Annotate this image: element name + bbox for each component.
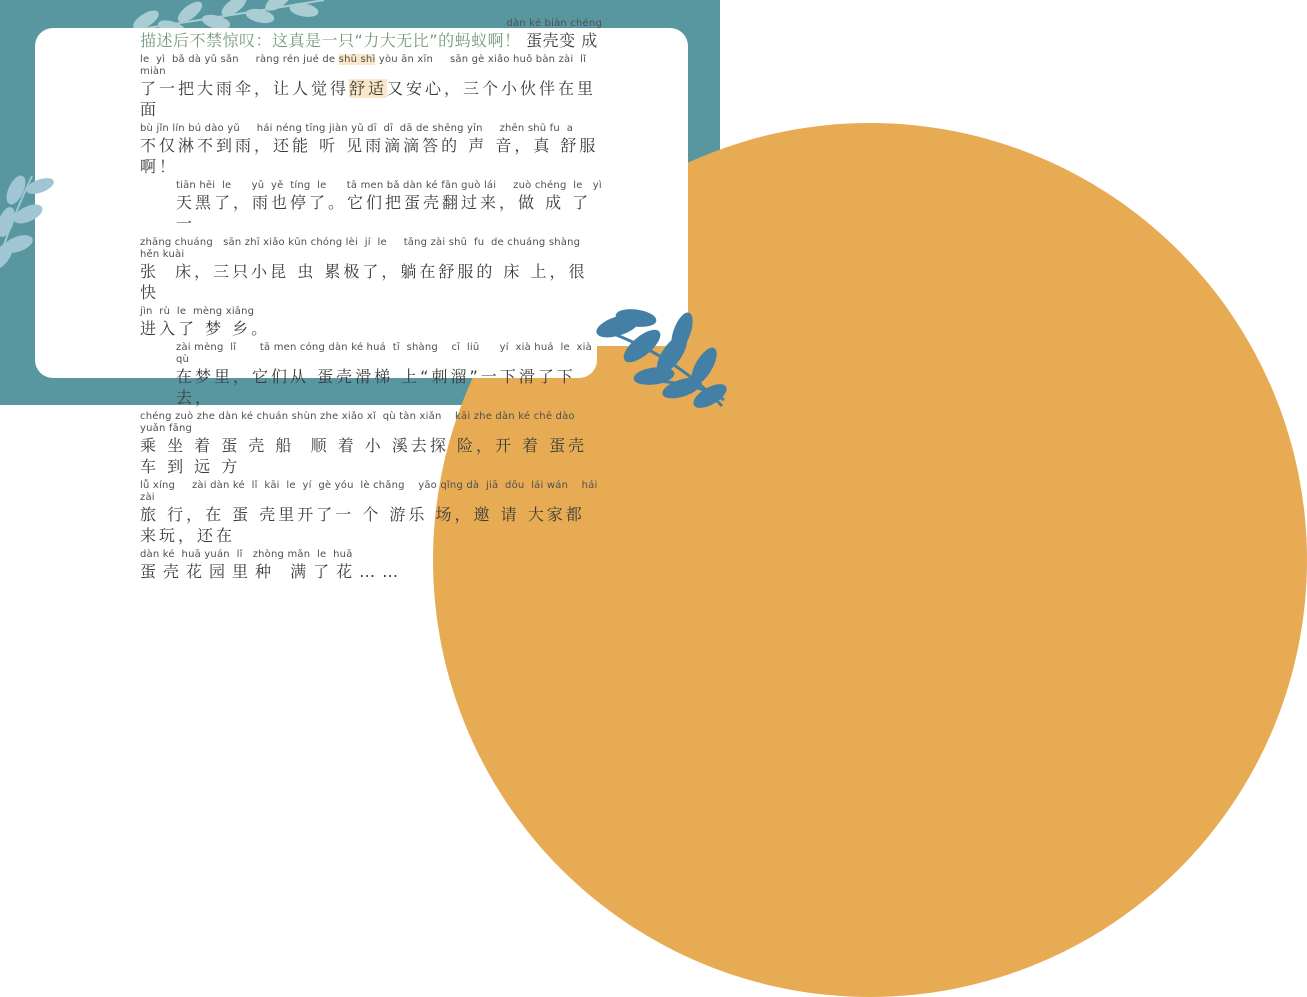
text-line-2 <box>140 54 602 120</box>
cn-segment: 了一把大雨伞，让人觉得 <box>140 79 350 98</box>
pinyin-segment: dàn ké huā yuán lǐ zhòng mǎn le huā <box>140 549 353 560</box>
cn-segment: 不仅淋不到雨，还能 听 见雨滴滴答的 声 音，真 舒服啊！ <box>140 136 599 176</box>
pinyin-row <box>140 342 602 366</box>
pinyin-segment: zhāng chuáng sān zhī xiǎo kūn chóng lèi jí le tǎng zài shū fu de chuáng shàng hěn kuài <box>140 237 594 260</box>
text-line-6 <box>140 306 602 339</box>
pinyin-row <box>140 549 602 561</box>
bottom-right-leaves-icon <box>590 288 726 408</box>
cn-segment: 蛋壳变 成 <box>520 31 598 50</box>
cn-row <box>140 192 602 234</box>
pinyin-segment: jìn rù le mèng xiāng <box>140 306 255 317</box>
pinyin-segment: dàn ké biàn chéng <box>506 18 602 29</box>
text-line-7 <box>140 342 602 408</box>
pinyin-segment: zài mèng lǐ tā men cóng dàn ké huá tī shàng cī liū yí xià huá le xià qù <box>176 342 599 365</box>
cn-row <box>140 261 602 303</box>
text-line-10 <box>140 549 602 582</box>
pinyin-segment: shū shì <box>338 54 376 65</box>
cn-segment: 描述后不禁惊叹：这真是一只“力大无比”的蚂蚁啊！ <box>140 31 521 50</box>
cn-row <box>140 318 602 339</box>
pinyin-row <box>140 180 602 192</box>
cn-row <box>140 435 602 477</box>
text-block <box>140 18 602 585</box>
pinyin-segment: bù jǐn lín bú dào yǔ hái néng tīng jiàn yǔ dī dī dā de shēng yīn zhēn shū fu a <box>140 123 574 134</box>
cn-segment: 舒适 <box>349 79 388 98</box>
pinyin-row <box>140 306 602 318</box>
text-line-9 <box>140 480 602 546</box>
pinyin-segment: yòu ān xīn sān gè xiǎo huǒ bàn zài lǐ miàn <box>140 54 593 77</box>
pinyin-segment: lǚ xíng zài dàn ké lǐ kāi le yí gè yóu lè chǎng yāo qǐng dà jiā dōu lái wán hái zài <box>140 480 601 503</box>
text-line-3 <box>140 123 602 177</box>
pinyin-row <box>140 480 602 504</box>
cn-row <box>140 561 602 582</box>
cn-segment: 旅 行，在 蛋 壳里开了一 个 游乐 场，邀 请 大家都来玩，还在 <box>140 505 585 545</box>
text-line-4 <box>140 180 602 234</box>
cn-row <box>140 366 602 408</box>
pinyin-row <box>140 54 602 78</box>
cn-segment: 在梦里，它们从 蛋壳滑梯 上“刺溜”一下滑了下去， <box>176 367 576 407</box>
cn-row <box>140 504 602 546</box>
pinyin-row <box>140 411 602 435</box>
pinyin-row <box>140 123 602 135</box>
text-line-8 <box>140 411 602 477</box>
pinyin-row <box>140 237 602 261</box>
pinyin-segment: tiān hēi le yǔ yě tíng le tā men bǎ dàn ké fān guò lái zuò chéng le yì <box>176 180 602 191</box>
pinyin-segment: le yì bǎ dà yǔ sǎn ràng rén jué de <box>140 54 339 65</box>
cn-segment: 张 床，三只小昆 虫 累极了，躺在舒服的 床 上，很 快 <box>140 262 596 302</box>
left-leaf-icon <box>0 170 52 282</box>
text-line-1 <box>140 18 602 51</box>
cn-segment: 蛋壳花园里种 满了花…… <box>140 562 406 581</box>
pinyin-segment: chéng zuò zhe dàn ké chuán shùn zhe xiǎo xǐ qù tàn xiǎn kāi zhe dàn ké chē dào yuǎn fāng <box>140 411 579 434</box>
cn-segment: 乘 坐 着 蛋 壳 船 顺 着 小 溪去探 险，开 着 蛋壳车 到 远 方 <box>140 436 588 476</box>
cn-row <box>140 78 602 120</box>
cn-segment: 进入了 梦 乡。 <box>140 319 271 338</box>
pinyin-row <box>140 18 602 30</box>
cn-segment: 又安心，三个小伙伴在里面 <box>140 79 597 119</box>
cn-row <box>140 135 602 177</box>
slide-canvas <box>0 0 720 581</box>
cn-segment: 天黑了，雨也停了。它们把蛋壳翻过来，做 成 了一 <box>176 193 592 233</box>
text-line-5 <box>140 237 602 303</box>
cn-row <box>140 30 602 51</box>
